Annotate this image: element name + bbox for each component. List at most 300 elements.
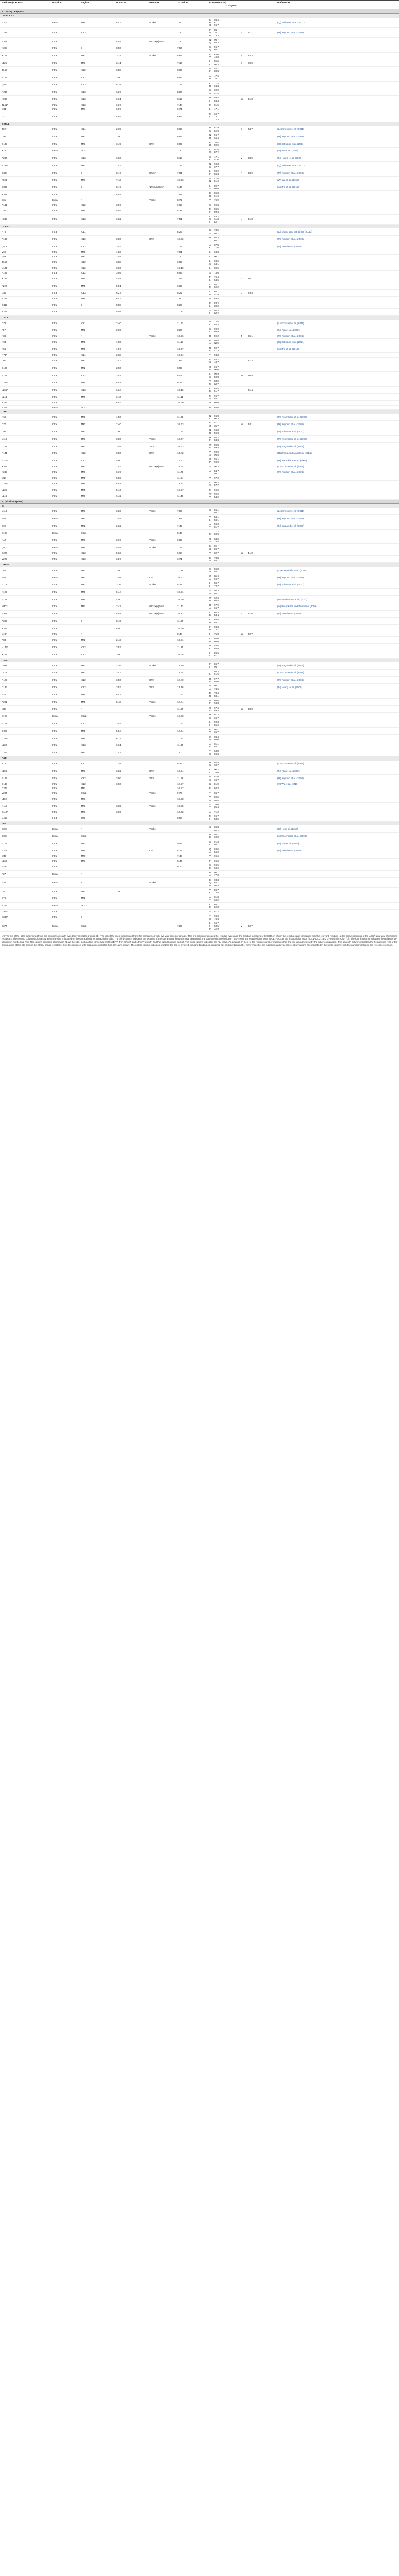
frequency-entry [209, 461, 241, 463]
residue-cell: L125 [0, 59, 51, 67]
xl-value-cell: 10.76 [176, 236, 207, 243]
table-row [0, 492, 399, 499]
remarks-cell [147, 720, 176, 728]
amino-acid: T [209, 806, 211, 809]
reference-cell [276, 691, 399, 699]
reference-link[interactable]: (H) Hebel et al. (2009) [277, 849, 302, 852]
position-cell: Extra [51, 198, 79, 203]
frequency-entry [209, 533, 241, 536]
frequency-value: 66.7 [214, 716, 219, 719]
frequency-side [241, 62, 273, 64]
frequency-group [209, 860, 274, 862]
reference-link[interactable]: (C) Hu et al. (2010) [277, 827, 298, 830]
frequency-entry [209, 279, 241, 281]
reference-link[interactable]: (R) Ruppert et al. (2006) [277, 237, 304, 240]
xl-value-cell: 10.65 [176, 651, 207, 658]
frequency-entry [209, 709, 241, 712]
xl-value-cell: 7.26 [176, 921, 207, 931]
region-cell: TM6 [79, 469, 115, 476]
reference-cell [276, 651, 399, 658]
amino-acid: A [209, 243, 211, 246]
side-amino-acid: V [241, 924, 243, 927]
position-cell: Intra [51, 255, 79, 259]
frequency-value: 47.6 [214, 177, 219, 180]
frequency-value: 41.3 [214, 349, 219, 352]
reference-link[interactable]: (Y) Wu et al. (2010) [277, 149, 298, 153]
position-cell: Intra [51, 275, 79, 282]
frequency-entry [209, 628, 241, 631]
residue-cell: S198 [0, 713, 51, 720]
xl-value-cell: 8.09 [176, 372, 207, 379]
frequency-value: 66.7 [214, 778, 219, 781]
receptor-site-table [0, 0, 399, 947]
frequency-entry [209, 799, 241, 802]
position-cell: Intra [51, 301, 79, 308]
region-cell: ICL3 [79, 555, 115, 563]
frequency-value: 90.9 [214, 372, 219, 376]
frequency-group [209, 458, 274, 463]
frequency-value: 84.0 [214, 537, 219, 540]
frequency-cell [207, 544, 276, 551]
frequency-group [209, 575, 274, 581]
reference-link[interactable]: (D) Zhang and Mandhuni (2010) [277, 230, 312, 234]
xl-value-cell: 8.20 [176, 327, 207, 334]
amino-acid: S [209, 716, 211, 719]
frequency-value: 97.6 [214, 148, 219, 151]
reference-link[interactable]: (R) Ruppert et al. (2006) [277, 471, 304, 474]
reference-link[interactable]: (S) Schuster et al. (2011) [277, 340, 304, 344]
table-row [0, 357, 399, 365]
bw-cell: 6.27 [115, 289, 147, 297]
xl-value-cell: 8.97 [176, 365, 207, 372]
amino-acid: K [209, 229, 211, 232]
table-body [0, 9, 399, 931]
reference-link[interactable]: (W) Wu et al. (2010) [277, 178, 300, 181]
amino-acid: L [209, 922, 211, 925]
reference-link[interactable]: (R) Rosenkilde et al. (2006) [277, 416, 307, 419]
residue-cell: Q208 [0, 243, 51, 250]
table-row [0, 334, 399, 338]
reference-link[interactable]: (N) Pan et al. (2009) [277, 770, 300, 773]
frequency-value: 51.6 [214, 180, 219, 183]
xl-value-cell: 6.57 [176, 282, 207, 289]
amino-acid: E [209, 544, 211, 548]
region-cell: TM3 [79, 581, 115, 589]
frequency-value: 66.4 [214, 136, 219, 139]
reference-link[interactable]: (S) Schuster et al. (2011) [277, 583, 304, 587]
bw-cell: 2.49 [115, 255, 147, 259]
reference-link[interactable]: (L) Schuster et al. (2011) [277, 762, 304, 765]
reference-link[interactable]: (L) Rosenkilde et al. (2006) [277, 569, 307, 572]
frequency-list [209, 67, 241, 73]
amino-acid: A [209, 810, 211, 813]
frequency-list [209, 922, 241, 930]
position-cell: Intra [51, 684, 79, 691]
remarks-cell [147, 401, 176, 405]
amino-acid: T [209, 898, 211, 902]
reference-link[interactable]: (Y) Wu et al. (2010) [277, 782, 298, 785]
frequency-group [209, 395, 274, 400]
amino-acid: V [209, 380, 211, 383]
amino-acid: T [209, 670, 211, 673]
table-row [0, 176, 399, 184]
frequency-value: 94.3 [214, 250, 219, 254]
reference-link[interactable]: (N) Huang et al. (2009) [277, 686, 302, 689]
table-row [0, 833, 399, 840]
remarks-cell [147, 840, 176, 847]
frequency-cell [207, 88, 276, 96]
reference-cell [276, 895, 399, 902]
xl-value-cell: 11.98 [176, 775, 207, 782]
frequency-value: 81.8 [214, 895, 219, 898]
frequency-value: 56.0 [214, 523, 219, 526]
frequency-list [209, 60, 241, 66]
amino-acid: P [209, 640, 211, 643]
frequency-cell [207, 767, 276, 775]
frequency-group [209, 297, 274, 300]
table-row [0, 810, 399, 814]
frequency-side [241, 612, 273, 615]
reference-cell [276, 103, 399, 107]
table-row [0, 379, 399, 387]
frequency-entry [209, 70, 241, 73]
amino-acid: P [209, 599, 211, 602]
remarks-cell [147, 266, 176, 270]
reference-cell [276, 464, 399, 469]
header-bw: B and W [115, 1, 147, 9]
position-cell: Intra [51, 243, 79, 250]
amino-acid: A [209, 342, 211, 345]
reference-link[interactable]: (R) Ruppert et al. (2006) [277, 517, 304, 520]
residue-cell: A307 [0, 37, 51, 45]
region-cell: ICL3 [79, 88, 115, 96]
position-cell: Intra [51, 162, 79, 169]
frequency-cell [207, 595, 276, 603]
frequency-value: 86.8 [214, 443, 219, 446]
reference-cell [276, 581, 399, 589]
frequency-entry [209, 41, 241, 44]
frequency-value: 93.0 [214, 680, 219, 683]
reference-link[interactable]: (W) Wadsworth et al. (2011) [277, 598, 307, 601]
remarks-cell [147, 749, 176, 756]
bw-cell [115, 814, 147, 822]
reference-link[interactable]: (V) Rosenkilde and Ehemann (2009) [277, 605, 317, 608]
frequency-cell [207, 282, 276, 289]
bw-cell: 3.60 [115, 651, 147, 658]
bw-cell: 6.40 [115, 393, 147, 401]
frequency-value: 73.5 [214, 891, 219, 894]
amino-acid: S [209, 262, 211, 265]
xl-value-cell: 7.50 [176, 45, 207, 52]
reference-link[interactable]: (Q) Schuster et al. (2011) [277, 21, 305, 24]
table-row [0, 74, 399, 81]
position-cell: Intra [51, 289, 79, 297]
reference-cell [276, 198, 399, 203]
reference-link[interactable]: (N) Huang et al. (2009) [277, 157, 302, 160]
bw-cell: 3.36 [115, 581, 147, 589]
frequency-entry [209, 376, 241, 378]
amino-acid: A [209, 297, 211, 300]
reference-link[interactable]: (L) Schuster et al. (2011) [277, 465, 304, 468]
residue-cell: C261 [0, 27, 51, 37]
region-cell: TM7 [79, 858, 115, 863]
table-row [0, 476, 399, 480]
reference-link[interactable]: (R) Ruppert et al. (2006) [277, 679, 304, 682]
frequency-group [209, 516, 274, 521]
frequency-cell [207, 401, 276, 405]
remarks-cell: NPxxY(x)5,6F [147, 184, 176, 191]
position-cell: Intra [51, 450, 79, 457]
reference-link[interactable]: (N) Pan et al. (2009) [277, 329, 300, 332]
residue-cell: L86 [0, 357, 51, 365]
bw-cell: 3.57 [115, 372, 147, 379]
amino-acid: L [209, 278, 211, 281]
frequency-cell [207, 236, 276, 243]
residue-cell: D78 [0, 320, 51, 327]
remarks-cell [147, 327, 176, 334]
reference-link[interactable]: (Z) Zhang and Mandhuni (2011) [277, 452, 312, 455]
region-cell: ICL2 [79, 259, 115, 266]
reference-cell [276, 877, 399, 887]
remarks-cell [147, 902, 176, 910]
table-row [0, 37, 399, 45]
footnote-text: (A) The list of the sites determined from the comparisons with five decoy receptor groups. (B) The list of the sites determined from the comparison with five viral receptor groups. The first column indicates the residue types and the residue numbers of CXCR4, in which the residues are compared with the relevant residues at the same positions of the ACKR and viral chemokine receptors. The second column indicates whether the site is located on the extracellular or intracellular side. The third column indicates the location of the site among the N-terminal region (N), the transmembrane helices (TM1–TM7), the extracellular loops (ECL1–ECL3), the intracellular loops (ICL1–ICL3), and C-terminal region (C). The fourth column indicates the Ballesteros–Weinstein numbering. The fifth column provides information about the site, such as the conserved motifs (DRY, TxP, CFxxF and NPxxY(x)5,6F) and the ligand-binding pocket. The sixth column indicates the XL value. An asterisk (*) next to the residue number indicates that the site was detected by the other comparison. The seventh column indicates the frequencies (%) of the amino acids at the site among the CXCL-group receptors. Only the residues with frequencies greater than 30% are shown. The eighth column indicates whether the site is involved in ligand binding or signaling (S), or dimerization (D). References for the experimental evidence or observations are indicated in the ninth column, with the numbers listed in the reference section. [0, 931, 399, 947]
reference-link[interactable]: (R) Ruppert et al. (2006) [277, 171, 304, 174]
residue-cell: C220 [0, 551, 51, 555]
frequency-entry [209, 469, 241, 475]
table-row [0, 651, 399, 658]
remarks-cell [147, 618, 176, 625]
frequency-list [209, 53, 241, 59]
residue-cell: L232 [0, 742, 51, 749]
position-cell: Intra [51, 236, 79, 243]
reference-link[interactable]: (R) Rosenkilde et al. (2006) [277, 459, 307, 462]
frequency-cell [207, 207, 276, 215]
reference-link[interactable]: (S) Surgand et al. (2006) [277, 445, 304, 448]
residue-cell: Y121 [0, 52, 51, 59]
reference-link[interactable]: (L) Schuster et al. (2011) [277, 671, 304, 674]
amino-acid: S [209, 752, 211, 755]
amino-acid: F [209, 859, 211, 862]
reference-link[interactable]: (R) Ruppert et al. (2006) [277, 135, 304, 138]
reference-link[interactable]: (H) Hebel et al. (2009) [277, 245, 302, 248]
frequency-value: 62.6 [214, 596, 219, 599]
frequency-group [209, 625, 274, 631]
xl-value-cell: 7.49 [176, 522, 207, 530]
xl-value-cell: 10.56 [176, 176, 207, 184]
region-cell: TM2 [79, 357, 115, 365]
table-row [0, 480, 399, 488]
frequency-list [209, 582, 241, 588]
side-amino-acid: W [241, 374, 243, 377]
reference-link[interactable]: (R) Ruppert et al. (2006) [277, 776, 304, 780]
position-cell: Intra [51, 854, 79, 858]
reference-link[interactable]: (L) Schuster et al. (2011) [277, 128, 304, 131]
frequency-value: 82.5 [214, 129, 219, 132]
reference-cell [276, 405, 399, 409]
frequency-list [209, 267, 241, 269]
frequency-group [209, 380, 274, 386]
frequency-value: 71.4 [214, 82, 219, 85]
xl-value-cell: 8.23 [176, 228, 207, 235]
amino-acid: V [209, 738, 211, 741]
frequency-list [209, 236, 241, 242]
frequency-list [209, 82, 241, 88]
frequency-value: 96.7 [214, 577, 219, 580]
xl-value-cell: 7.80 [176, 297, 207, 301]
amino-acid: E [209, 18, 211, 21]
position-cell: Intra [51, 393, 79, 401]
xl-value-cell [176, 887, 207, 895]
amino-acid: E [209, 421, 211, 425]
reference-link[interactable]: (R) Ruppert et al. (2006) [277, 576, 304, 579]
reference-link[interactable]: (N) Surgand et al. (2006) [277, 524, 304, 527]
bw-cell: 3.36 [115, 662, 147, 669]
frequency-list [209, 575, 241, 581]
reference-link[interactable]: (R) Ruppert et al. (2006) [277, 423, 304, 426]
frequency-value: 75.8 [214, 632, 219, 635]
frequency-group [209, 815, 274, 821]
table-row [0, 863, 399, 871]
reference-link[interactable]: (V) Zhu et al. (2015) [277, 186, 300, 189]
frequency-value: 60.7 [214, 382, 219, 386]
xl-value-cell: 7.16 [176, 243, 207, 250]
frequency-cell [207, 126, 276, 133]
residue-cell: F222 [0, 282, 51, 289]
reference-cell [276, 492, 399, 499]
table-row [0, 786, 399, 791]
table-row [0, 676, 399, 684]
frequency-group [209, 618, 274, 624]
reference-link[interactable]: (S) Schuster et al. (2011) [277, 142, 304, 145]
reference-link[interactable]: (R) Rosenkilde et al. (2006) [277, 437, 307, 440]
table-row [0, 610, 399, 618]
bw-cell: 7.42 [115, 162, 147, 169]
frequency-entry [209, 204, 241, 206]
remarks-cell [147, 734, 176, 742]
xl-value-cell: 8.19 [176, 96, 207, 103]
reference-link[interactable]: (R) Ruppert et al. (2006) [277, 31, 304, 34]
reference-link[interactable]: (N) Zhu et al. (2015) [277, 842, 300, 845]
reference-link[interactable]: (L) Schuster et al. (2011) [277, 510, 304, 513]
reference-cell [276, 184, 399, 191]
table-row [0, 162, 399, 169]
region-cell: ECL3 [79, 921, 115, 931]
frequency-group [209, 191, 274, 197]
frequency-group [209, 544, 274, 550]
xl-value-cell [176, 877, 207, 887]
reference-link[interactable]: (R) Ruppert et al. (2006) [277, 335, 304, 338]
amino-acid: L [209, 250, 211, 254]
frequency-cell [207, 266, 276, 270]
reference-link[interactable]: (S) Surgand et al. (2006) [277, 664, 304, 667]
reference-link[interactable]: (V) Zhu et al. (2015) [277, 348, 300, 351]
frequency-group [209, 126, 274, 132]
frequency-side [241, 218, 273, 220]
receptor-row [0, 756, 399, 761]
frequency-value: 52.3 [214, 905, 219, 908]
amino-acid: Q [209, 41, 211, 44]
frequency-list [209, 544, 241, 550]
frequency-cell [207, 676, 276, 684]
frequency-value: 90.9 [214, 89, 219, 92]
amino-acid: E [209, 140, 211, 144]
frequency-entry [209, 548, 241, 550]
reference-cell [276, 662, 399, 669]
region-cell: TM2 [79, 255, 115, 259]
remarks-cell [147, 353, 176, 357]
residue-cell: S99 [0, 522, 51, 530]
position-cell: Intra [51, 662, 79, 669]
residue-cell: K335 [0, 401, 51, 405]
reference-link[interactable]: (V) Rosenkilde et al. (2006) [277, 834, 307, 837]
side-frequency-value: 31.8 [248, 218, 253, 221]
frequency-list [209, 126, 241, 132]
residue-cell: D133 [0, 684, 51, 691]
side-frequency-value: 30.8 [248, 374, 253, 377]
reference-link[interactable]: (H) Hebel et al. (2009) [277, 612, 302, 615]
reference-cell [276, 353, 399, 357]
remarks-cell: NPxxY(x)5,6F [147, 464, 176, 469]
amino-acid: F [209, 53, 211, 56]
xl-value-cell: 6.59 [176, 537, 207, 544]
residue-cell: Y116 [0, 508, 51, 515]
amino-acid: V [209, 450, 211, 453]
table-row [0, 734, 399, 742]
amino-acid: S [209, 203, 211, 206]
frequency-side [241, 335, 273, 337]
frequency-group [209, 67, 274, 73]
reference-link[interactable]: (Q) Schuster et al. (2011) [277, 164, 305, 167]
xl-value-cell: 8.21 [176, 207, 207, 215]
table-row [0, 802, 399, 810]
residue-cell: K193 [0, 589, 51, 596]
position-cell: Intra [51, 184, 79, 191]
frequency-group [209, 148, 274, 154]
reference-cell [276, 795, 399, 803]
reference-cell [276, 529, 399, 537]
amino-acid: Q [209, 48, 211, 52]
side-amino-acid: T [241, 335, 242, 338]
amino-acid: Y [209, 239, 211, 242]
frequency-cell [207, 567, 276, 574]
region-cell: ICL2 [79, 651, 115, 658]
reference-link[interactable]: (S) Schuster et al. (2011) [277, 430, 304, 433]
frequency-value: 73.4 [214, 692, 219, 695]
frequency-list [209, 509, 241, 514]
reference-link[interactable]: (L) Schuster et al. (2011) [277, 321, 304, 325]
remarks-cell [147, 814, 176, 822]
xl-value-cell: 10.51 [176, 353, 207, 357]
region-cell: N [79, 877, 115, 887]
position-cell: Extra [51, 515, 79, 522]
amino-acid: V [209, 855, 211, 858]
frequency-group [209, 451, 274, 457]
residue-cell: I117 [0, 537, 51, 544]
region-cell: N [79, 871, 115, 878]
table-row [0, 107, 399, 112]
table-row [0, 887, 399, 895]
reference-cell [276, 393, 399, 401]
amino-acid: R [209, 236, 211, 239]
bw-cell: 5.63 [115, 551, 147, 555]
frequency-entry [209, 633, 241, 635]
bw-cell: 2.62 [115, 522, 147, 530]
amino-acid: M [209, 293, 211, 296]
frequency-entry [209, 677, 241, 683]
frequency-value: 86.7 [214, 843, 219, 846]
amino-acid: Q [209, 537, 211, 540]
